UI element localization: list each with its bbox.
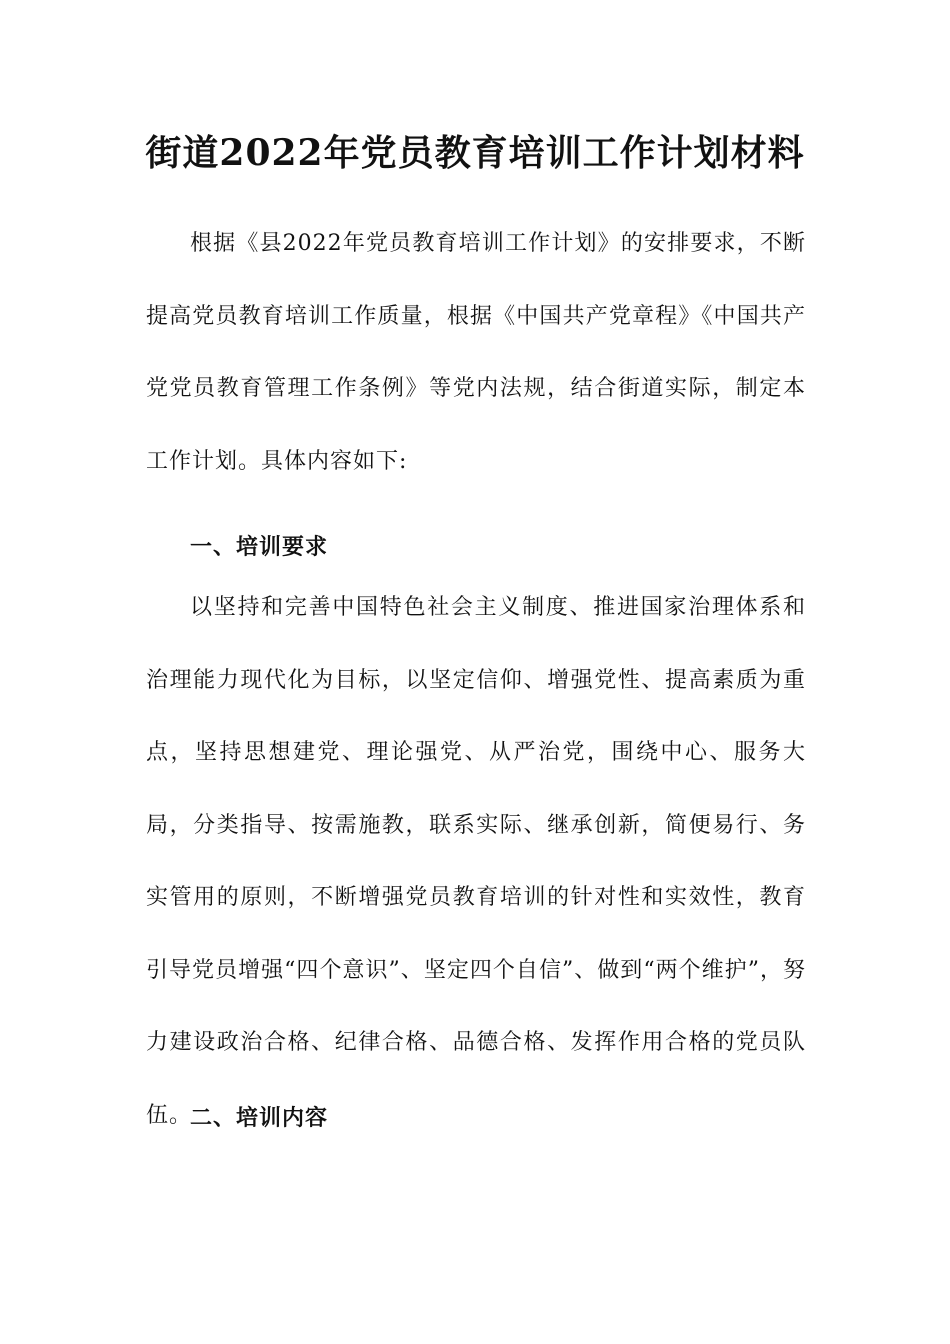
intro-paragraph: 根据《县2022年党员教育培训工作计划》的安排要求，不断提高党员教育培训工作质量，根据《中国共产党章程》《中国共产党党员教育管理工作条例》等党内法规，结合街道实际，制定本工作计划。具体内容如下: — [146, 231, 806, 474]
requirements-paragraph: 以坚持和完善中国特色社会主义制度、推进国家治理体系和治理能力现代化为目标，以坚定信仰、增强党性、提高素质为重点，坚持思想建党、理论强党、从严治党，围绕中心、服务大局，分类指导、按需施教，联系实际、继承创新，简便易行、务实管用的原则，不断增强党员教育培训的针对性和实效性，教育引导党员增强“四个意识”、坚定四个自信”、做到“两个维护”，努力建设政治合格、纪律合格、品德合格、发挥作用合格的党员队伍。 — [146, 595, 806, 1128]
document-title: 街道2022年党员教育培训工作计划材料 — [145, 132, 805, 174]
section-heading-content: 二、培训内容 — [190, 1105, 329, 1131]
section-heading-requirements: 一、培训要求 — [190, 534, 329, 560]
